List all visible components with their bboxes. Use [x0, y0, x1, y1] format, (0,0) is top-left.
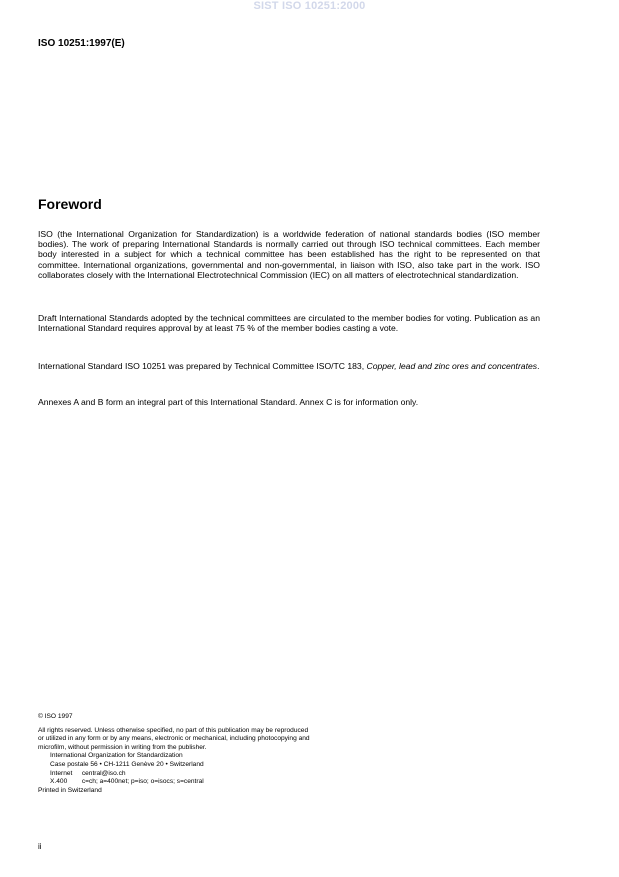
paragraph-text	[38, 361, 540, 371]
org-name: International Organization for Standardization	[50, 752, 183, 760]
watermark: SIST ISO 10251:2000	[253, 0, 366, 12]
committee-title: Copper, lead and zinc ores and concentrates	[366, 361, 538, 371]
rights-line-3: microfilm, without permission in writing from the publisher.	[38, 743, 207, 751]
foreword-paragraph-1	[38, 229, 540, 280]
page-number: ii	[38, 842, 42, 851]
internet-label: Internet	[50, 769, 73, 777]
paragraph-suffix: .	[537, 361, 540, 371]
paragraph-text: Annexes A and B form an integral part of this International Standard. Annex C is for information only.	[38, 397, 419, 407]
org-address: Case postale 56 • CH-1211 Genève 20 • Switzerland	[50, 760, 204, 768]
foreword-paragraph-3	[38, 361, 540, 371]
copyright-footer	[38, 713, 398, 795]
foreword-paragraph-2	[38, 313, 540, 333]
x400-address: c=ch; a=400net; p=iso; o=isocs; s=central	[81, 778, 204, 786]
paragraph-text: ISO (the International Organization for Standardization) is a worldwide federation of national standards bodies (ISO member bodies). The work of preparing International Standards is normally carried out through ISO technical committees. Each member body interested in a subject for which a technical committee has been established has the right to be represented on that committee. International organizations, governmental and non-governmental, in liaison with ISO, also take part in the work. ISO collaborates closely with the International Electrotechnical Commission (IEC) on all matters of electrotechnical standardization.	[38, 229, 540, 280]
x400-contact	[38, 778, 398, 787]
foreword-paragraph-4	[38, 397, 540, 407]
rights-line-2: or utilized in any form or by any means, electronic or mechanical, including photocopying and	[38, 735, 310, 743]
x400-label: X.400	[50, 778, 68, 786]
paragraph-prefix: International Standard ISO 10251 was prepared by Technical Committee ISO/TC 183,	[38, 361, 367, 371]
copyright-notice: © ISO 1997	[38, 713, 73, 720]
rights-line-1: All rights reserved. Unless otherwise specified, no part of this publication may be reproduced	[38, 726, 309, 734]
paragraph-text: Draft International Standards adopted by the technical committees are circulated to the member bodies for voting. Publication as an International Standard requires approval by at least 75 % of the member bodies casting a vote.	[38, 313, 540, 334]
internet-contact	[38, 770, 398, 779]
foreword-heading: Foreword	[38, 196, 102, 212]
printed-in: Printed in Switzerland	[38, 786, 102, 794]
document-identifier: ISO 10251:1997(E)	[38, 38, 125, 49]
internet-email: central@iso.ch	[81, 769, 126, 777]
